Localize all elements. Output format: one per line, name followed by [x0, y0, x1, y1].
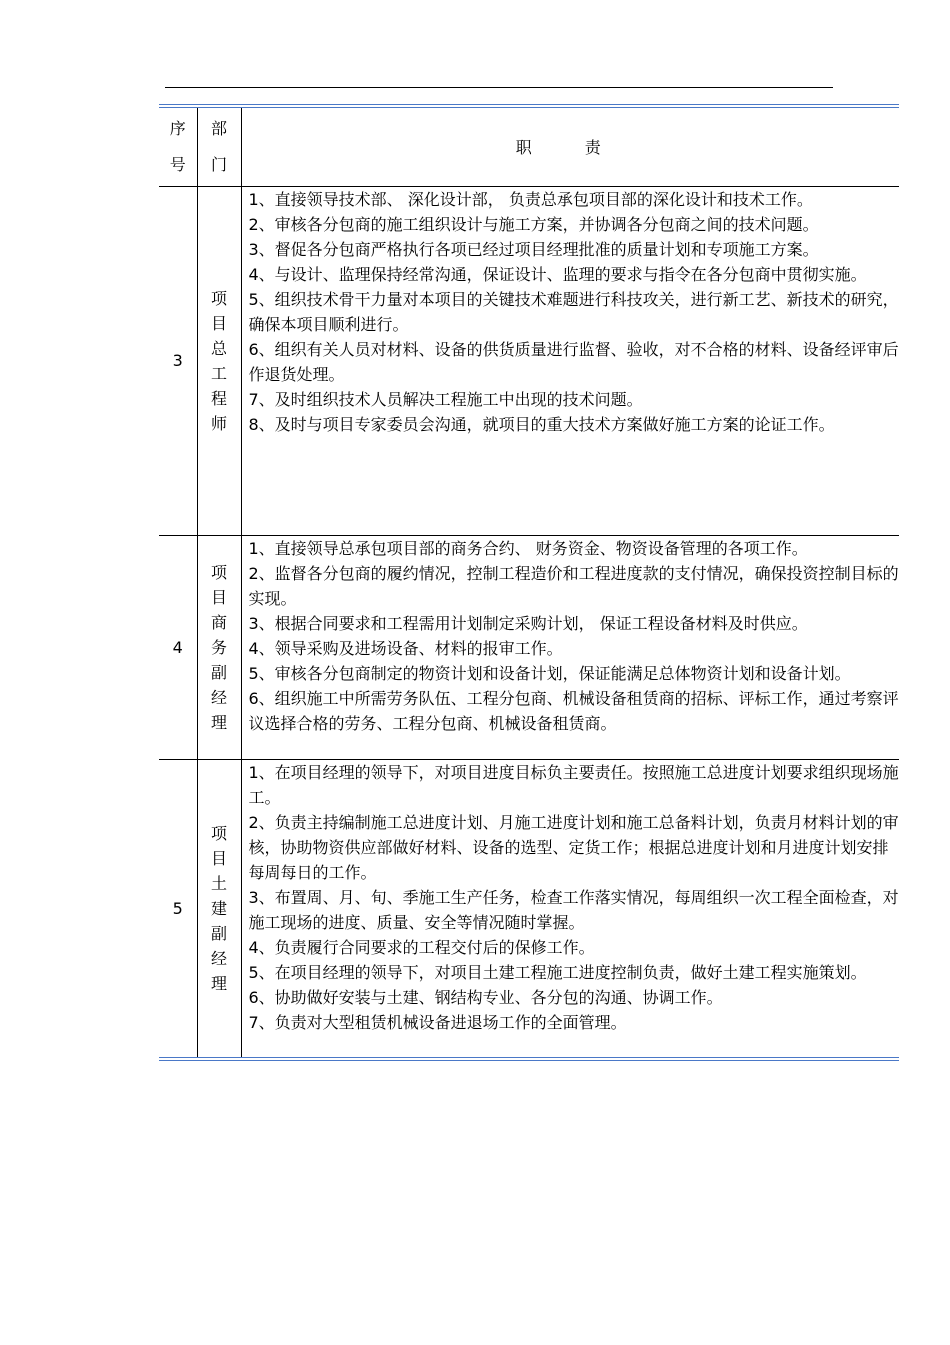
- dept-char: 理: [210, 712, 227, 732]
- dept-char: 工: [210, 363, 227, 383]
- header-duty: 职 责: [241, 106, 899, 186]
- dept-char: 项: [210, 288, 227, 308]
- dept-char: 副: [210, 662, 227, 682]
- duty-item: 6、组织施工中所需劳务队伍、工程分包商、机械设备租赁商的招标、评标工作，通过考察评议选择合格的劳务、工程分包商、机械设备租赁商。: [248, 688, 899, 733]
- duty-item: 7、负责对大型租赁机械设备进退场工作的全面管理。: [248, 1012, 627, 1032]
- duty-item: 5、审核各分包商制定的物资计划和设备计划，保证能满足总体物资计划和设备计划。: [248, 663, 851, 683]
- duty-item: 2、审核各分包商的施工组织设计与施工方案，并协调各分包商之间的技术问题。: [248, 214, 819, 234]
- dept-char: 总: [210, 338, 227, 358]
- header-seq-char: 号: [169, 154, 186, 174]
- duty-item: 3、布置周、月、旬、季施工生产任务，检查工作落实情况，每周组织一次工程全面检查，对施工现场的进度、质量、安全等情况随时掌握。: [248, 887, 899, 932]
- duty-item: 1、在项目经理的领导下，对项目进度目标负主要责任。按照施工总进度计划要求组织现场施工。: [248, 762, 899, 807]
- dept-char: 师: [210, 413, 227, 433]
- dept-char: 理: [210, 973, 227, 993]
- dept-char: 目: [210, 848, 227, 868]
- duty-item: 1、直接领导总承包项目部的商务合约、 财务资金、物资设备管理的各项工作。: [248, 538, 808, 558]
- duty-item: 7、及时组织技术人员解决工程施工中出现的技术问题。: [248, 389, 643, 409]
- row-dept: [197, 186, 241, 535]
- duty-item: 3、督促各分包商严格执行各项已经过项目经理批准的质量计划和专项施工方案。: [248, 239, 819, 259]
- row-dept: [197, 759, 241, 1059]
- dept-char: 副: [210, 923, 227, 943]
- table-row: [159, 186, 899, 535]
- duty-item: 1、直接领导技术部、 深化设计部， 负责总承包项目部的深化设计和技术工作。: [248, 189, 813, 209]
- duty-item: 5、组织技术骨干力量对本项目的关键技术难题进行科技攻关，进行新工艺、新技术的研究，确保本项目顺利进行。: [248, 289, 899, 334]
- duty-item: 3、根据合同要求和工程需用计划制定采购计划， 保证工程设备材料及时供应。: [248, 613, 808, 633]
- row-seq: 4: [159, 535, 197, 759]
- header-dept-char: 部: [210, 118, 227, 138]
- table-row: [159, 535, 899, 759]
- duty-item: 4、负责履行合同要求的工程交付后的保修工作。: [248, 937, 595, 957]
- dept-char: 程: [210, 388, 227, 408]
- page-header-rule: [165, 87, 833, 88]
- dept-char: 项: [210, 562, 227, 582]
- row-dept: [197, 535, 241, 759]
- dept-char: 土: [210, 873, 227, 893]
- duty-item: 2、负责主持编制施工总进度计划、月施工进度计划和施工总备料计划，负责月材料计划的审核，协助物资供应部做好材料、设备的选型、定货工作；根据总进度计划和月进度计划安排每周每日的工作。: [248, 812, 899, 882]
- header-dept: [197, 106, 241, 186]
- dept-char: 目: [210, 313, 227, 333]
- row-duties: [241, 759, 899, 1059]
- header-seq-char: 序: [169, 118, 186, 138]
- dept-char: 项: [210, 823, 227, 843]
- duty-item: 4、领导采购及进场设备、材料的报审工作。: [248, 638, 563, 658]
- row-duties: [241, 186, 899, 535]
- row-duties: [241, 535, 899, 759]
- dept-char: 务: [210, 637, 227, 657]
- duty-item: 4、与设计、监理保持经常沟通，保证设计、监理的要求与指令在各分包商中贯彻实施。: [248, 264, 867, 284]
- table-header-row: [159, 106, 899, 186]
- dept-char: 建: [210, 898, 227, 918]
- dept-char: 经: [210, 687, 227, 707]
- row-seq: 3: [159, 186, 197, 535]
- dept-char: 经: [210, 948, 227, 968]
- responsibility-table: [159, 104, 899, 1061]
- duty-item: 5、在项目经理的领导下，对项目土建工程施工进度控制负责，做好土建工程实施策划。: [248, 962, 867, 982]
- header-seq: [159, 106, 197, 186]
- row-seq: 5: [159, 759, 197, 1059]
- duty-item: 8、及时与项目专家委员会沟通，就项目的重大技术方案做好施工方案的论证工作。: [248, 414, 835, 434]
- duty-item: 6、组织有关人员对材料、设备的供货质量进行监督、验收，对不合格的材料、设备经评审后作退货处理。: [248, 339, 899, 384]
- duty-item: 6、协助做好安装与土建、钢结构专业、各分包的沟通、协调工作。: [248, 987, 723, 1007]
- dept-char: 目: [210, 587, 227, 607]
- table-row: [159, 759, 899, 1059]
- dept-char: 商: [210, 612, 227, 632]
- duty-item: 2、监督各分包商的履约情况，控制工程造价和工程进度款的支付情况，确保投资控制目标的实现。: [248, 563, 899, 608]
- header-dept-char: 门: [210, 154, 227, 174]
